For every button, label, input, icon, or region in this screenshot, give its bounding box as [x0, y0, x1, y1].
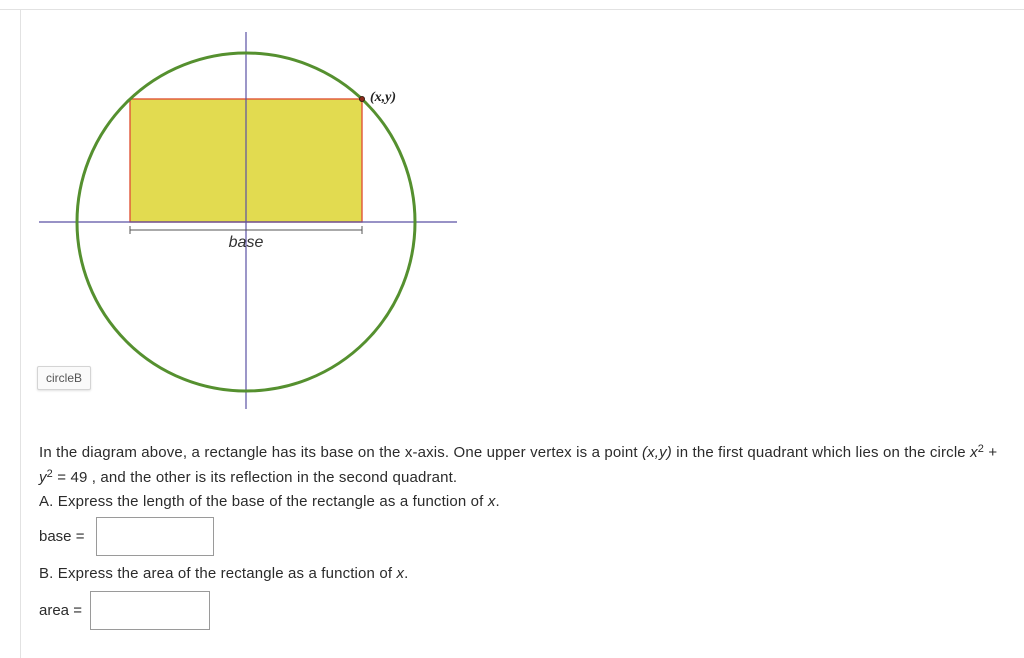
equation-y: y: [39, 468, 47, 486]
base-answer-label: base =: [39, 528, 85, 545]
part-b-text: B. Express the area of the rectangle as a function of: [39, 565, 397, 582]
intro-text-2: in the first quadrant which lies on the circle: [671, 444, 971, 461]
problem-statement: [39, 441, 1009, 515]
intro-text-3: , and the other is its reflection in the second quadrant.: [87, 468, 458, 486]
part-b-end: .: [404, 565, 409, 582]
point-marker: [359, 96, 364, 101]
part-b-variable: x: [396, 565, 405, 582]
equation-x: x: [970, 444, 978, 461]
part-a-end: .: [495, 493, 500, 510]
part-a-text: A. Express the length of the base of the rectangle as a function of: [39, 493, 488, 510]
point-label: (x,y): [370, 90, 397, 105]
area-answer-row: [39, 591, 210, 630]
equation-exponent-y: 2: [46, 467, 53, 480]
circle-rectangle-diagram: [0, 0, 480, 420]
equation-exponent-x: 2: [977, 443, 985, 455]
circle-label: circleB: [37, 366, 91, 390]
area-answer-label: area =: [39, 602, 82, 619]
equation-plus: +: [984, 444, 998, 461]
base-label: base: [228, 234, 264, 251]
part-a-question: [39, 490, 1009, 515]
part-b-question: [39, 565, 408, 582]
part-a-variable: x: [487, 493, 496, 510]
point-expression: (x,y): [642, 444, 672, 461]
intro-text-1: In the diagram above, a rectangle has its base on the x-axis. One upper vertex is a point: [39, 444, 643, 461]
area-answer-input[interactable]: [90, 591, 210, 630]
equation-rhs: = 49: [52, 468, 88, 486]
base-answer-row: [39, 517, 214, 556]
base-answer-input[interactable]: [96, 517, 214, 556]
problem-intro: [39, 441, 1009, 490]
